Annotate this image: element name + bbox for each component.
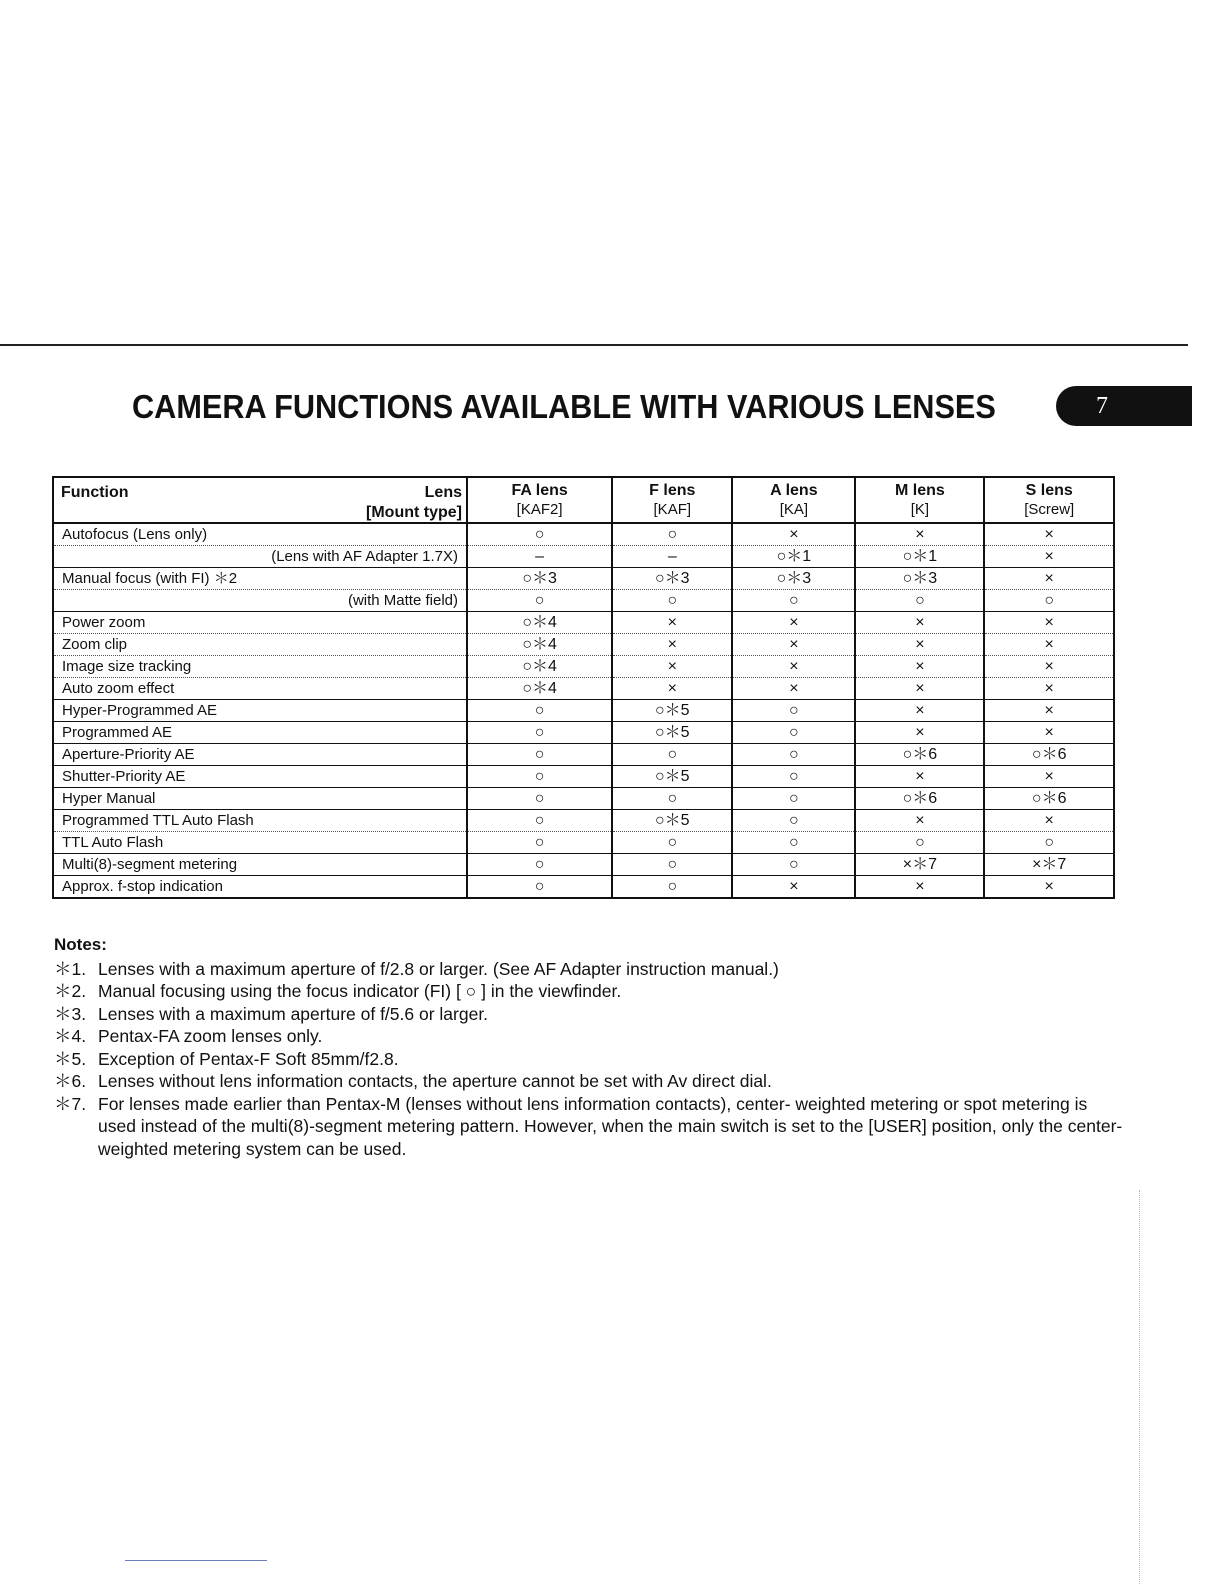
- function-cell: Manual focus (with FI) ＊2: [53, 568, 467, 590]
- value-cell: ○＊3: [467, 568, 612, 590]
- note-text: Lenses with a maximum aperture of f/2.8 or larger. (See AF Adapter instruction manual.): [98, 958, 779, 979]
- value-cell: ○: [612, 876, 732, 899]
- note-text: Lenses without lens information contacts, the aperture cannot be set with Av direct dial.: [98, 1071, 772, 1091]
- function-cell: Autofocus (Lens only): [53, 523, 467, 546]
- function-cell: Power zoom: [53, 612, 467, 634]
- value-cell: ○: [467, 810, 612, 832]
- value-cell: ○: [612, 590, 732, 612]
- value-cell: ×: [612, 612, 732, 634]
- note-number: ＊7.: [54, 1093, 87, 1114]
- value-cell: ×: [984, 612, 1114, 634]
- value-cell: ×: [984, 634, 1114, 656]
- value-cell: ○: [467, 523, 612, 546]
- table-row: [53, 876, 1114, 899]
- value-cell: ○＊3: [732, 568, 855, 590]
- table-row: [53, 832, 1114, 854]
- value-cell: ×: [984, 700, 1114, 722]
- function-header: Function: [61, 484, 129, 501]
- value-cell: ○＊6: [855, 788, 984, 810]
- value-cell: ×: [855, 678, 984, 700]
- note-text: For lenses made earlier than Pentax-M (lenses without lens information contacts), center- weighted metering or spot metering is used instead of the multi(8)-segment metering pattern. However, when the main switch is set to the [USER] position, only the center-weighted metering system can be used.: [98, 1093, 1123, 1159]
- value-cell: ○: [984, 590, 1114, 612]
- table-row: [53, 854, 1114, 876]
- mount-type-header: [Mount type]: [366, 504, 462, 521]
- value-cell: ○＊5: [612, 722, 732, 744]
- note-number: ＊4.: [54, 1026, 87, 1046]
- value-cell: ×: [855, 766, 984, 788]
- note-number: ＊1.: [54, 958, 87, 979]
- table-row: [53, 810, 1114, 832]
- value-cell: ○: [467, 854, 612, 876]
- value-cell: ○＊3: [855, 568, 984, 590]
- table-row: [53, 678, 1114, 700]
- column-name: M lens: [895, 482, 945, 499]
- value-cell: ○: [612, 744, 732, 766]
- value-cell: ○＊5: [612, 766, 732, 788]
- page-number: 7: [1096, 392, 1108, 419]
- value-cell: ○: [467, 876, 612, 899]
- table-header-row: [53, 477, 1114, 523]
- value-cell: ○＊1: [732, 546, 855, 568]
- value-cell: ×: [732, 634, 855, 656]
- note-text: Lenses with a maximum aperture of f/5.6 or larger.: [98, 1003, 489, 1024]
- value-cell: ○＊6: [984, 744, 1114, 766]
- function-cell: Zoom clip: [53, 634, 467, 656]
- note-item: [54, 958, 1124, 981]
- column-header-s: [984, 477, 1114, 523]
- value-cell: ○＊4: [467, 656, 612, 678]
- column-name: F lens: [649, 482, 696, 499]
- table-row: [53, 546, 1114, 568]
- value-cell: ○＊4: [467, 612, 612, 634]
- value-cell: –: [612, 546, 732, 568]
- column-mount: [KAF]: [653, 501, 692, 518]
- table-row: [53, 590, 1114, 612]
- value-cell: ○: [467, 788, 612, 810]
- notes-list: [54, 958, 1124, 1161]
- value-cell: ×: [855, 700, 984, 722]
- function-cell: Approx. f-stop indication: [53, 876, 467, 899]
- value-cell: ○＊1: [855, 546, 984, 568]
- table-row: [53, 722, 1114, 744]
- value-cell: ○＊4: [467, 678, 612, 700]
- value-cell: ×: [855, 634, 984, 656]
- value-cell: ×: [612, 634, 732, 656]
- note-text: Manual focusing using the focus indicator (FI) [ ○ ] in the viewfinder.: [98, 981, 622, 1001]
- function-cell: Image size tracking: [53, 656, 467, 678]
- value-cell: ×: [984, 766, 1114, 788]
- note-item: [54, 980, 1124, 1003]
- lens-function-table: [52, 476, 1115, 899]
- value-cell: ×: [984, 656, 1114, 678]
- value-cell: ○: [612, 832, 732, 854]
- table-row: [53, 612, 1114, 634]
- value-cell: ○: [467, 744, 612, 766]
- value-cell: ×: [732, 876, 855, 899]
- value-cell: ○: [732, 590, 855, 612]
- function-cell: Auto zoom effect: [53, 678, 467, 700]
- value-cell: ×: [984, 546, 1114, 568]
- table-row: [53, 788, 1114, 810]
- value-cell: ○: [467, 700, 612, 722]
- function-cell: TTL Auto Flash: [53, 832, 467, 854]
- value-cell: ×: [984, 678, 1114, 700]
- value-cell: ○＊4: [467, 634, 612, 656]
- table-row: [53, 656, 1114, 678]
- function-lens-header: [53, 477, 467, 523]
- column-header-fa: [467, 477, 612, 523]
- column-name: S lens: [1025, 482, 1073, 499]
- value-cell: ○: [855, 832, 984, 854]
- function-cell: Hyper-Programmed AE: [53, 700, 467, 722]
- value-cell: ○: [467, 590, 612, 612]
- column-mount: [Screw]: [1024, 501, 1075, 518]
- function-cell: Programmed TTL Auto Flash: [53, 810, 467, 832]
- note-text: Exception of Pentax-F Soft 85mm/f2.8.: [98, 1048, 399, 1069]
- table-row: [53, 766, 1114, 788]
- value-cell: ×: [732, 656, 855, 678]
- value-cell: ×: [732, 678, 855, 700]
- column-name: A lens: [770, 482, 818, 499]
- column-name: FA lens: [511, 482, 568, 499]
- function-cell: Hyper Manual: [53, 788, 467, 810]
- scan-edge-line: [1139, 1190, 1140, 1584]
- function-cell: (with Matte field): [53, 590, 467, 612]
- function-cell: Aperture-Priority AE: [53, 744, 467, 766]
- value-cell: ○＊6: [855, 744, 984, 766]
- table-row: [53, 744, 1114, 766]
- table-row: [53, 700, 1114, 722]
- value-cell: ×: [855, 656, 984, 678]
- page-title: CAMERA FUNCTIONS AVAILABLE WITH VARIOUS LENSES: [132, 388, 996, 425]
- value-cell: ×: [612, 678, 732, 700]
- value-cell: ○: [467, 766, 612, 788]
- value-cell: ○: [984, 832, 1114, 854]
- table-row: [53, 634, 1114, 656]
- note-number: ＊5.: [54, 1048, 87, 1069]
- column-mount: [K]: [910, 501, 930, 518]
- value-cell: ○: [612, 788, 732, 810]
- value-cell: –: [467, 546, 612, 568]
- footer-rule: [125, 1560, 267, 1561]
- value-cell: ○＊6: [984, 788, 1114, 810]
- page-number-tab: [1056, 386, 1192, 426]
- value-cell: ×: [855, 523, 984, 546]
- note-item: [54, 1093, 1124, 1161]
- value-cell: ○: [732, 766, 855, 788]
- value-cell: ×: [855, 722, 984, 744]
- notes-section: [54, 934, 1124, 1160]
- value-cell: ×＊7: [855, 854, 984, 876]
- value-cell: ×: [855, 876, 984, 899]
- table-row: [53, 523, 1114, 546]
- value-cell: ×: [855, 810, 984, 832]
- value-cell: ○: [612, 523, 732, 546]
- note-text: Pentax-FA zoom lenses only.: [98, 1026, 323, 1046]
- note-item: [54, 1070, 1124, 1093]
- value-cell: ○: [612, 854, 732, 876]
- column-header-f: [612, 477, 732, 523]
- note-number: ＊2.: [54, 981, 87, 1001]
- value-cell: ○＊3: [612, 568, 732, 590]
- column-header-m: [855, 477, 984, 523]
- value-cell: ○: [732, 700, 855, 722]
- function-cell: (Lens with AF Adapter 1.7X): [53, 546, 467, 568]
- value-cell: ×＊7: [984, 854, 1114, 876]
- value-cell: ○: [732, 854, 855, 876]
- notes-title: Notes:: [54, 935, 107, 954]
- lens-mount-header: [366, 483, 462, 523]
- note-item: [54, 1025, 1124, 1048]
- note-number: ＊3.: [54, 1003, 87, 1024]
- function-cell: Programmed AE: [53, 722, 467, 744]
- value-cell: ○: [467, 722, 612, 744]
- value-cell: ○: [732, 788, 855, 810]
- column-mount: [KA]: [779, 501, 809, 518]
- value-cell: ○: [732, 722, 855, 744]
- note-item: [54, 1003, 1124, 1026]
- column-header-a: [732, 477, 855, 523]
- value-cell: ×: [984, 722, 1114, 744]
- function-cell: Multi(8)-segment metering: [53, 854, 467, 876]
- value-cell: ○＊5: [612, 810, 732, 832]
- value-cell: ×: [855, 612, 984, 634]
- function-cell: Shutter-Priority AE: [53, 766, 467, 788]
- value-cell: ○: [467, 832, 612, 854]
- note-number: ＊6.: [54, 1071, 87, 1091]
- value-cell: ○: [855, 590, 984, 612]
- table-body: [53, 523, 1114, 898]
- value-cell: ○＊5: [612, 700, 732, 722]
- value-cell: ×: [984, 876, 1114, 899]
- value-cell: ○: [732, 832, 855, 854]
- value-cell: ×: [612, 656, 732, 678]
- lens-header: Lens: [424, 484, 462, 501]
- column-mount: [KAF2]: [516, 501, 563, 518]
- value-cell: ×: [732, 523, 855, 546]
- value-cell: ×: [984, 568, 1114, 590]
- value-cell: ×: [732, 612, 855, 634]
- table-row: [53, 568, 1114, 590]
- value-cell: ×: [984, 810, 1114, 832]
- top-rule: [0, 344, 1188, 346]
- value-cell: ×: [984, 523, 1114, 546]
- value-cell: ○: [732, 810, 855, 832]
- note-item: [54, 1048, 1124, 1071]
- value-cell: ○: [732, 744, 855, 766]
